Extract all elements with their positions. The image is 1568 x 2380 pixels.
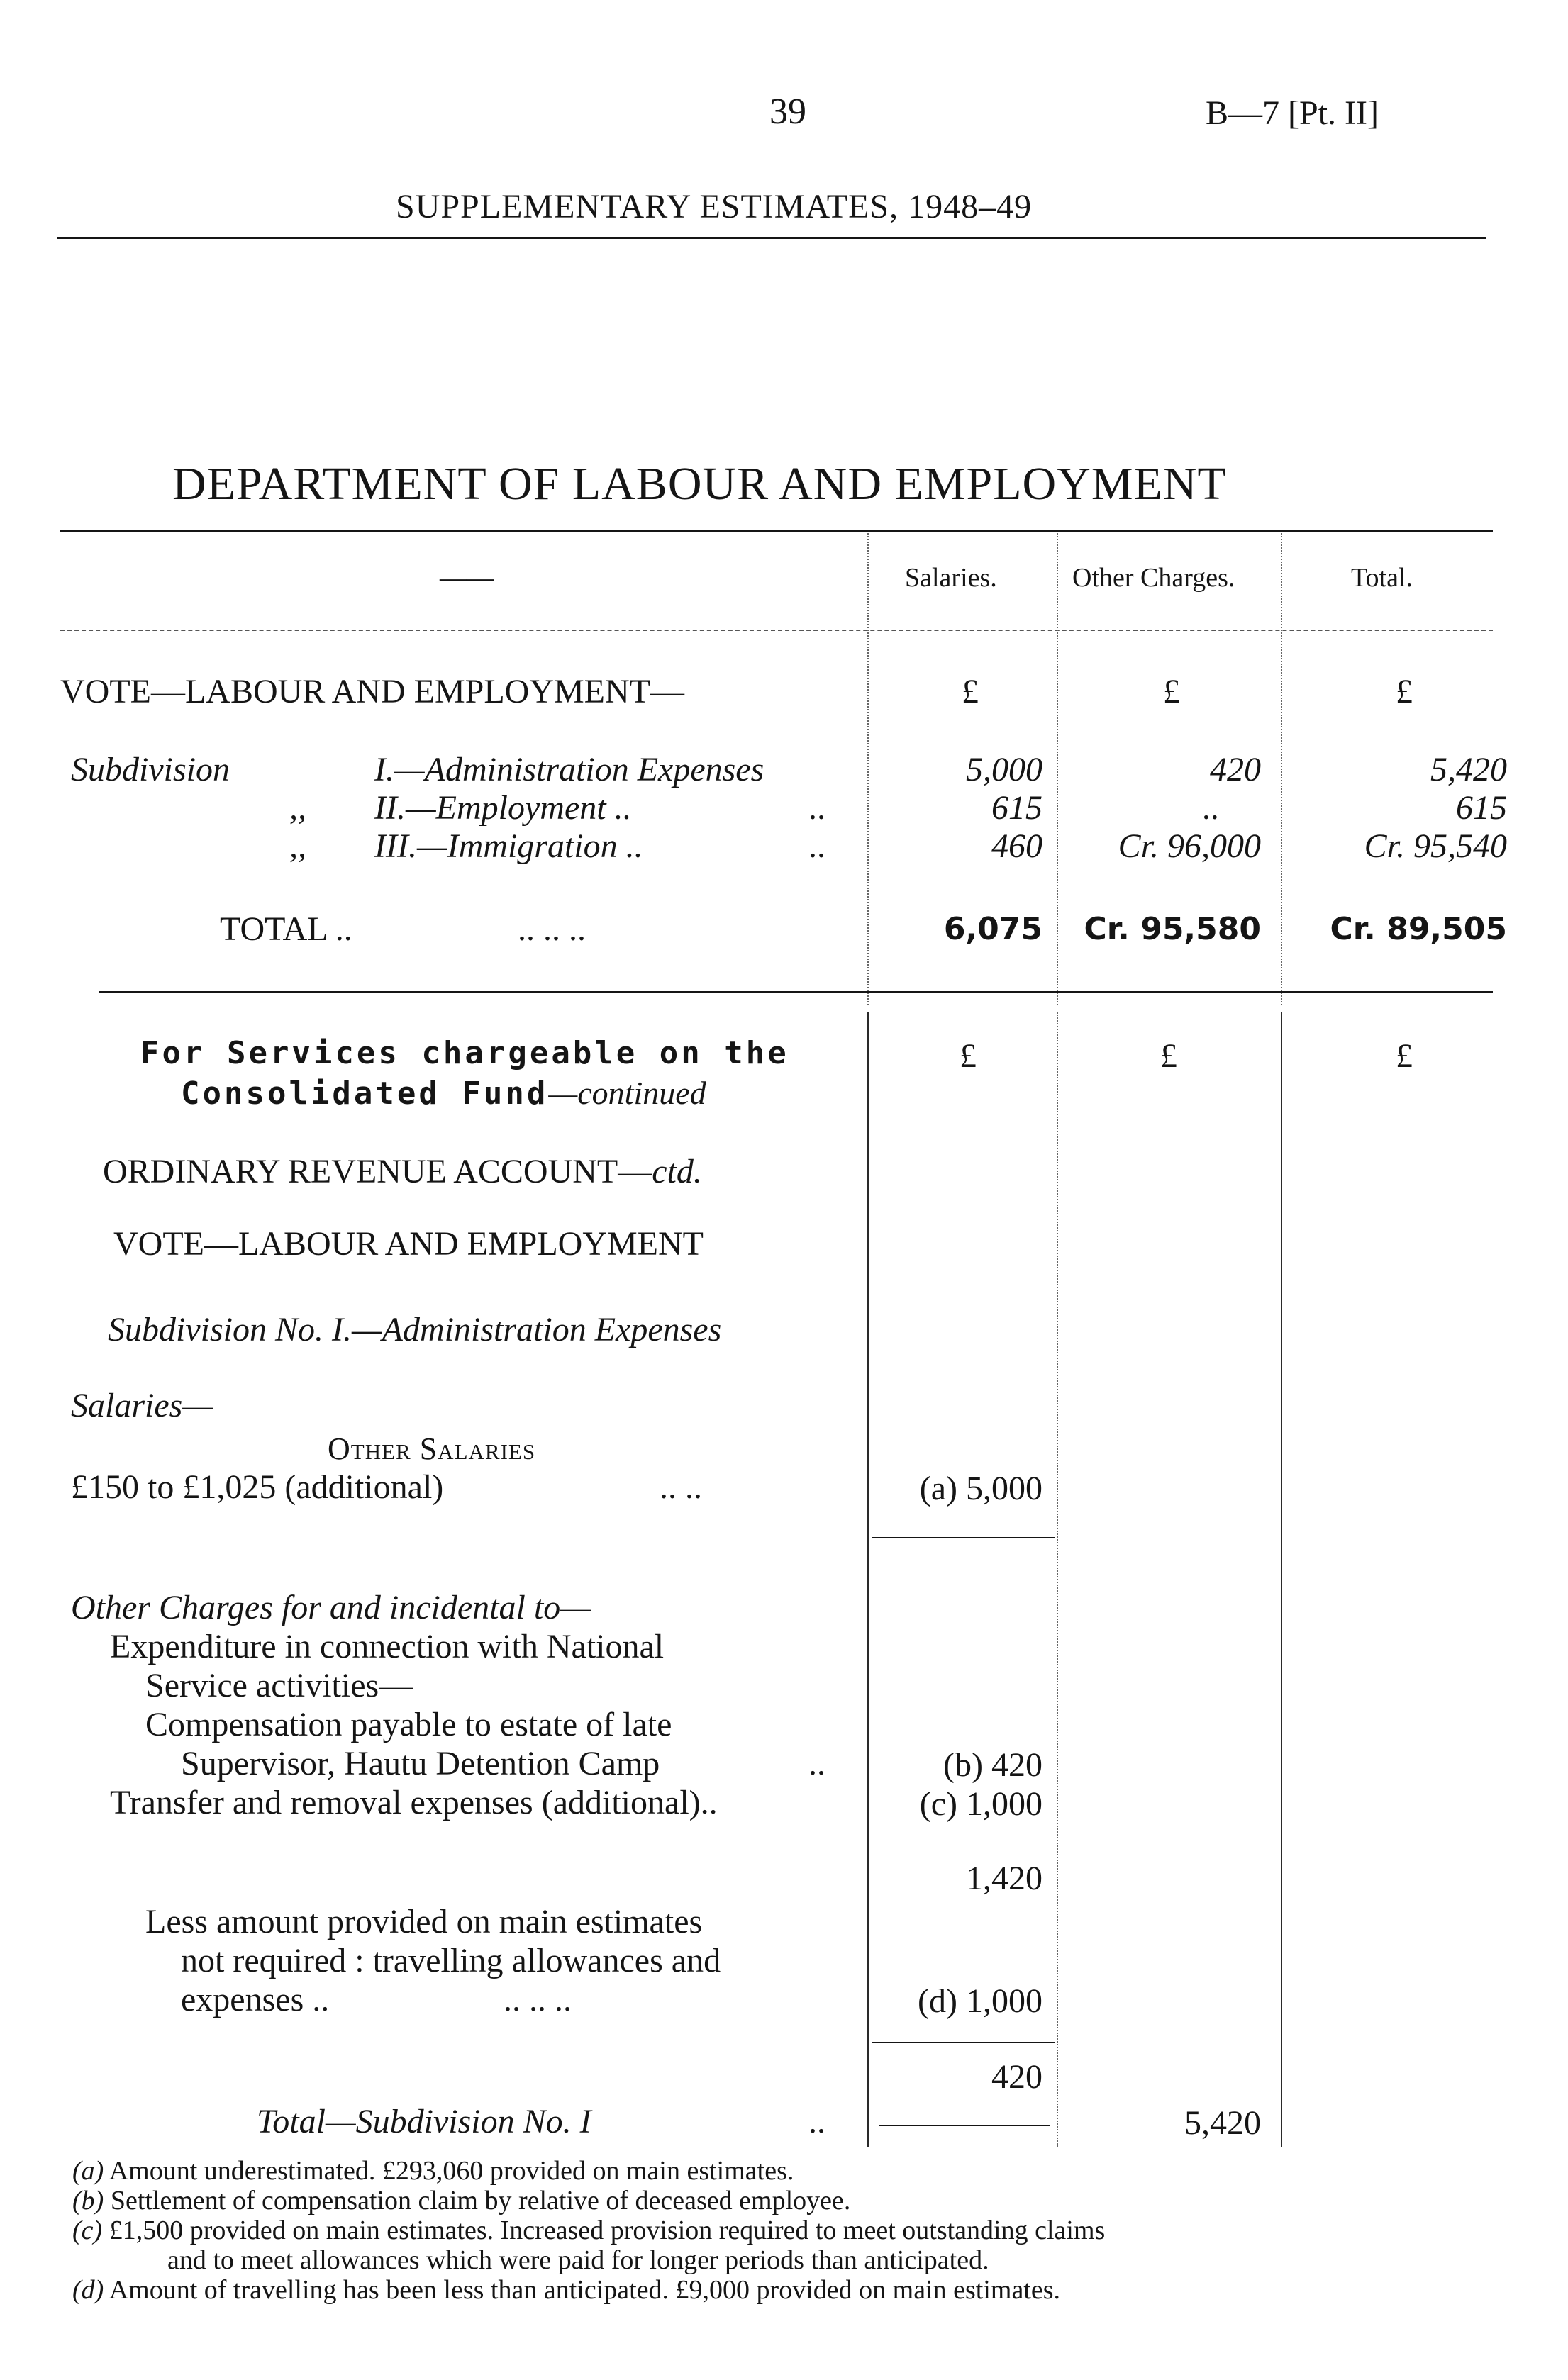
compensation-amount: (b) 420 <box>943 1746 1042 1784</box>
summary-row-3-dots: .. <box>808 827 825 865</box>
footnote-c-key: (c) <box>72 2216 103 2245</box>
transfer-amount: (c) 1,000 <box>919 1785 1042 1823</box>
summary-divider-2 <box>1057 533 1058 1005</box>
summary-col-other-charges: Other Charges. <box>1072 563 1235 593</box>
subtotal-amount: 1,420 <box>966 1860 1042 1897</box>
summary-row-3-prefix: ,, <box>289 827 306 865</box>
less-line-2: not required : travelling allowances and <box>181 1942 721 1979</box>
salary-dots: .. .. <box>660 1468 702 1506</box>
summary-total-label: TOTAL .. <box>220 910 352 948</box>
summary-top-rule <box>60 530 1493 532</box>
transfer-line: Transfer and removal expenses (additional).. <box>110 1784 718 1821</box>
page-number: 39 <box>769 91 806 132</box>
consolidated-fund: Consolidated Fund <box>181 1076 549 1112</box>
page-reference: B—7 [Pt. II] <box>1206 94 1379 132</box>
expenditure-line-1: Expenditure in connection with National <box>110 1628 665 1665</box>
footnote-a-text: Amount underestimated. £293,060 provided on main estimates. <box>109 2156 794 2186</box>
other-charges-heading: Other Charges for and incidental to— <box>71 1589 591 1626</box>
continued-label: —continued <box>548 1075 706 1111</box>
footnote-d-key: (d) <box>72 2275 104 2305</box>
department-title: DEPARTMENT OF LABOUR AND EMPLOYMENT <box>172 458 1227 510</box>
account-heading <box>103 1152 702 1191</box>
summary-header-rule <box>60 630 1493 631</box>
summary-currency-other: £ <box>1163 673 1180 710</box>
summary-row-2-label: II.—Employment .. <box>374 789 632 827</box>
summary-currency-total: £ <box>1396 673 1413 710</box>
summary-row-1-other: 420 <box>1210 751 1261 788</box>
summary-vote-heading: VOTE—LABOUR AND EMPLOYMENT— <box>60 673 684 710</box>
summary-row-3-label: III.—Immigration .. <box>374 827 643 865</box>
footnote-d <box>72 2274 1060 2306</box>
services-heading-line-1: For Services chargeable on the <box>140 1035 789 1071</box>
footnote-c <box>72 2215 1105 2246</box>
less-dots: .. .. .. <box>504 1981 572 2018</box>
summary-row-2-salaries: 615 <box>991 789 1042 827</box>
summary-row-3-other: Cr. 96,000 <box>1118 827 1261 865</box>
summary-row-3-salaries: 460 <box>991 827 1042 865</box>
subdivision-heading: Subdivision No. I.—Administration Expenses <box>108 1311 722 1348</box>
summary-total-other: Cr. 95,580 <box>1084 911 1261 947</box>
summary-row-1-prefix: Subdivision <box>71 751 230 788</box>
net-under-rule <box>879 2125 1050 2126</box>
summary-divider-3 <box>1281 533 1282 1005</box>
salaries-heading: Salaries— <box>71 1387 213 1424</box>
summary-total-dots: .. .. .. <box>518 910 586 948</box>
subdivision-total-label: Total—Subdivision No. I <box>257 2103 591 2140</box>
footnote-c-continued: and to meet allowances which were paid for longer periods than anticipated. <box>167 2245 989 2275</box>
footnote-a-key: (a) <box>72 2156 104 2186</box>
subdivision-total-amount: 5,420 <box>1184 2104 1261 2142</box>
summary-col-description: —— <box>440 563 494 593</box>
detail-divider-3 <box>1281 1012 1282 2147</box>
other-salaries-heading: Other Salaries <box>328 1431 536 1466</box>
less-amount: (d) 1,000 <box>918 1982 1042 2020</box>
summary-row-2-total: 615 <box>1456 789 1507 827</box>
summary-row-1-label: I.—Administration Expenses <box>374 751 764 788</box>
account-suffix: ctd. <box>652 1153 702 1190</box>
less-line-1: Less amount provided on main estimates <box>145 1903 703 1940</box>
summary-row-1-salaries: 5,000 <box>966 751 1042 788</box>
summary-col-total: Total. <box>1351 563 1413 593</box>
footnote-b-key: (b) <box>72 2186 104 2216</box>
summary-currency-salaries: £ <box>962 673 979 710</box>
subdivision-total-dots: .. <box>808 2103 825 2140</box>
expenditure-line-2: Service activities— <box>145 1667 413 1704</box>
detail-divider-2 <box>1057 1012 1058 2147</box>
net-amount: 420 <box>991 2058 1042 2096</box>
compensation-dots: .. <box>808 1745 825 1782</box>
salary-amount: (a) 5,000 <box>919 1470 1042 1507</box>
footnote-b-text: Settlement of compensation claim by relative of deceased employee. <box>110 2186 851 2216</box>
detail-currency-total: £ <box>1396 1037 1413 1075</box>
net-rule <box>872 2042 1055 2043</box>
detail-divider-1 <box>867 1012 869 2147</box>
account-label: ORDINARY REVENUE ACCOUNT— <box>103 1153 652 1190</box>
salary-rule <box>872 1537 1055 1538</box>
footnote-b <box>72 2185 850 2216</box>
header-rule <box>57 237 1486 239</box>
less-line-3: expenses .. <box>181 1981 330 2018</box>
summary-row-2-prefix: ,, <box>289 789 306 827</box>
summary-row-3-total: Cr. 95,540 <box>1364 827 1507 865</box>
salary-line: £150 to £1,025 (additional) <box>71 1468 444 1506</box>
compensation-line-1: Compensation payable to estate of late <box>145 1706 672 1743</box>
detail-currency-salaries: £ <box>960 1037 977 1075</box>
summary-row-2-other: .. <box>1203 789 1220 827</box>
summary-row-2-dots: .. <box>808 789 825 827</box>
footnote-d-text: Amount of travelling has been less than anticipated. £9,000 provided on main estimates. <box>109 2275 1061 2305</box>
summary-row-1-total: 5,420 <box>1430 751 1507 788</box>
summary-total-salaries: 6,075 <box>943 911 1042 947</box>
detail-vote-heading: VOTE—LABOUR AND EMPLOYMENT <box>113 1225 704 1263</box>
summary-total-total: Cr. 89,505 <box>1330 911 1507 947</box>
footnote-c-text: £1,500 provided on main estimates. Increased provision required to meet outstanding claims <box>109 2216 1106 2245</box>
summary-divider-1 <box>867 533 869 1005</box>
detail-currency-other: £ <box>1160 1037 1177 1075</box>
summary-bottom-rule <box>99 991 1493 993</box>
footnote-a <box>72 2155 794 2186</box>
services-heading-line-2 <box>181 1074 706 1112</box>
summary-col-salaries: Salaries. <box>905 563 997 593</box>
page-title: SUPPLEMENTARY ESTIMATES, 1948–49 <box>396 188 1033 225</box>
compensation-line-2: Supervisor, Hautu Detention Camp <box>181 1745 660 1782</box>
